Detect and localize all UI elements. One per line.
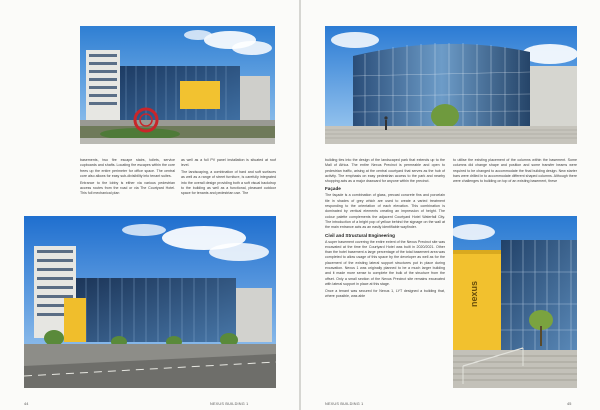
right-running-footer: NEXUS BUILDING 1 [325, 402, 364, 406]
facade-heading: Façade [325, 186, 341, 192]
left-running-footer: NEXUS BUILDING 1 [210, 402, 249, 406]
right-text-column-2 [453, 158, 577, 186]
left-page [0, 0, 299, 410]
civil-text: A super basement covering the entire extent of the Nexus Precinct site was excavated at the time the Courtyard Hotel was built in 2020/2021. Other than the hotel basement a large percentage of the total basement area was completed to allow usage of this space by the developer as well as for the placement of the existing lateral support structures put in place during excavation. Nexus 1 was originally planned to be a much larger building and it made more sense to complete the bulk of the structure from the offset. Only a small section of the Nexus Precinct site remains excavated with lateral support in place at this stage. [325, 239, 445, 286]
building-photo-glass-facade [325, 26, 577, 144]
building-photo-entrance [453, 216, 577, 388]
left-col1-para-1: basements, two fire escape stairs, toilets, service cupboards and shafts. Locating fire escapes within the core frees up the entire perimeter for office space. The central core also allows for easy sub-divisibility into tenant suites. [80, 158, 175, 178]
right-col1-intro: building ties into the design of the landscaped park that extends up to the Mall of Africa. The entire Nexus Precinct is permeable and open to pedestrian traffic, arising at the central courtyard that serves as the hub of activity. The emphasis on easy pedestrian access to the park and nearby shopping acts as a major drawcard for anyone within the precinct. [325, 158, 445, 184]
left-col2-para-2: The landscaping, a combination of hard and soft surfaces as well as a range of street furniture, is carefully integrated into the overall design providing both a soft visual backdrop to the building as well as a functional, pleasant outdoor space for tenants and pedestrian use. The [181, 170, 276, 196]
left-col1-para-2: Entrance to the lobby is either via various pedestrian access routes from the road or via The Courtyard Hotel. This full mechanical plan [80, 180, 175, 196]
building-photo-exterior-sculpture [80, 26, 275, 144]
building-photo-street-view [24, 216, 276, 388]
right-col2-intro: to utilise the existing placement of the columns within the basement. Some columns did change shape and position and some transfer beams were required to be changed to accommodate the final building design. New starter bars were drilled in to accommodate different shaped columns. Although there were challenges to building on top of an existing basement, these [453, 158, 577, 184]
left-col2-para-1: as well as a full PV panel installation is situated at roof level. [181, 158, 276, 168]
right-text-column-1 [325, 158, 445, 301]
right-page-number: 45 [567, 402, 572, 406]
civil-heading: Civil and Structural Engineering [325, 232, 395, 238]
right-page [301, 0, 600, 410]
left-text-column-2 [181, 158, 276, 198]
civil-text-continued: Once a tenant was secured for Nexus 1, LYT designed a building that, where possible, was able [325, 288, 445, 299]
left-text-column-1 [80, 158, 175, 198]
facade-text: The façade is a combination of glass, precast concrete fins and porcelain tile in shades of grey which are used to create a varied treatment responding to the orientation of each elevation. This combination is dominated by vertical elements creating an impression of height. The colour palette complements the adjacent Courtyard Hotel Waterfall City. The introduction of a bright pop of yellow behind the signage on the wall at the main entrance acts as an easily identifiable wayfinder. [325, 193, 445, 230]
svg-text:nexus: nexus [469, 280, 479, 308]
left-page-number: 44 [24, 402, 29, 406]
